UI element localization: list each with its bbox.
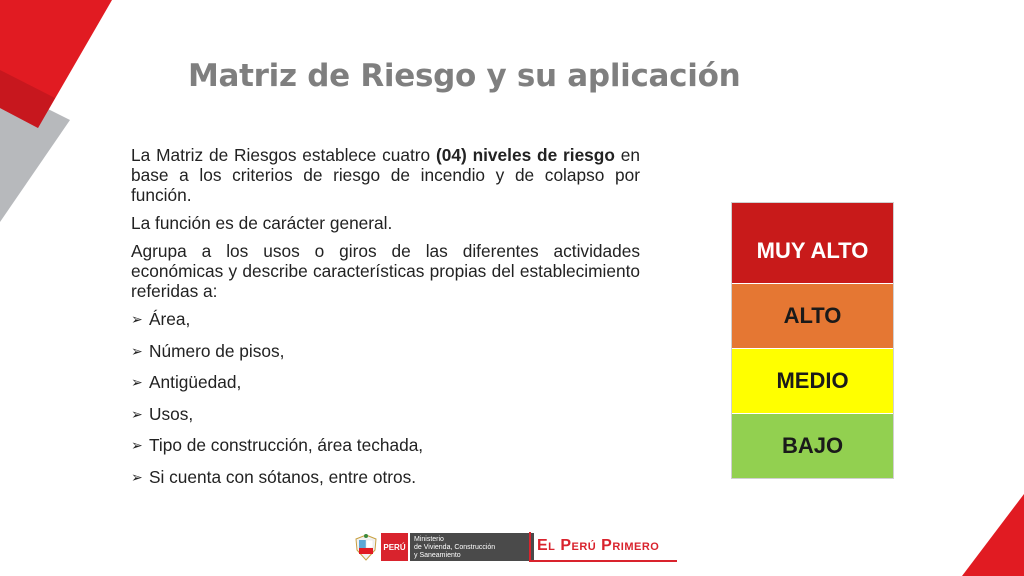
red-corner-shape	[962, 494, 1024, 576]
ministry-name	[410, 533, 534, 561]
paragraph-function: La función es de carácter general.	[131, 213, 393, 233]
list-item	[131, 404, 640, 436]
risk-levels-scale	[731, 202, 894, 479]
risk-level-very-high: MUY ALTO	[732, 203, 893, 284]
list-item-label: Número de pisos,	[149, 340, 285, 361]
arrow-bullet-icon: ➢	[131, 342, 143, 359]
criteria-list	[131, 309, 640, 498]
list-item-label: Área,	[149, 309, 191, 329]
risk-level-high: ALTO	[732, 284, 893, 349]
paragraph-levels	[131, 145, 640, 205]
list-item-label: Si cuenta con sótanos, entre otros.	[149, 466, 417, 487]
arrow-bullet-icon: ➢	[131, 437, 143, 453]
arrow-bullet-icon: ➢	[131, 405, 143, 422]
slogan-text: El Perú Primero	[537, 537, 660, 554]
arrow-bullet-icon: ➢	[131, 311, 143, 327]
paragraph-levels-post: en base a los criterios de riesgo de incendio y de colapso por función.	[131, 145, 640, 205]
body-text	[131, 145, 640, 498]
ministry-logo	[353, 533, 534, 561]
list-item-label: Antigüedad,	[149, 372, 242, 392]
ministry-line: de Vivienda, Construcción	[414, 544, 496, 551]
ministry-line: y Saneamiento	[414, 552, 461, 559]
list-item	[131, 341, 640, 373]
slogan-logo	[529, 532, 677, 562]
slide-title: Matriz de Riesgo y su aplicación	[188, 58, 741, 94]
risk-level-medium: MEDIO	[732, 349, 893, 414]
corner-decoration-top-left	[0, 0, 140, 240]
list-item	[131, 372, 640, 404]
list-item	[131, 309, 640, 341]
list-item	[131, 435, 640, 467]
coat-of-arms-icon	[353, 533, 379, 561]
peru-label: PERÚ	[381, 533, 408, 561]
arrow-bullet-icon: ➢	[131, 374, 143, 390]
risk-level-low: BAJO	[732, 414, 893, 478]
paragraph-uses: Agrupa a los usos o giros de las diferentes actividades económicas y describe características propias del establecimiento referidas a:	[131, 241, 640, 301]
list-item-label: Usos,	[149, 403, 194, 424]
paragraph-levels-bold: (04) niveles de riesgo	[436, 145, 615, 165]
arrow-bullet-icon: ➢	[131, 468, 143, 485]
paragraph-levels-pre: La Matriz de Riesgos establece cuatro	[131, 145, 436, 165]
list-item	[131, 467, 640, 499]
corner-decoration-bottom-right	[944, 476, 1024, 576]
ministry-line: Ministerio	[414, 536, 444, 543]
list-item-label: Tipo de construcción, área techada,	[149, 435, 424, 455]
